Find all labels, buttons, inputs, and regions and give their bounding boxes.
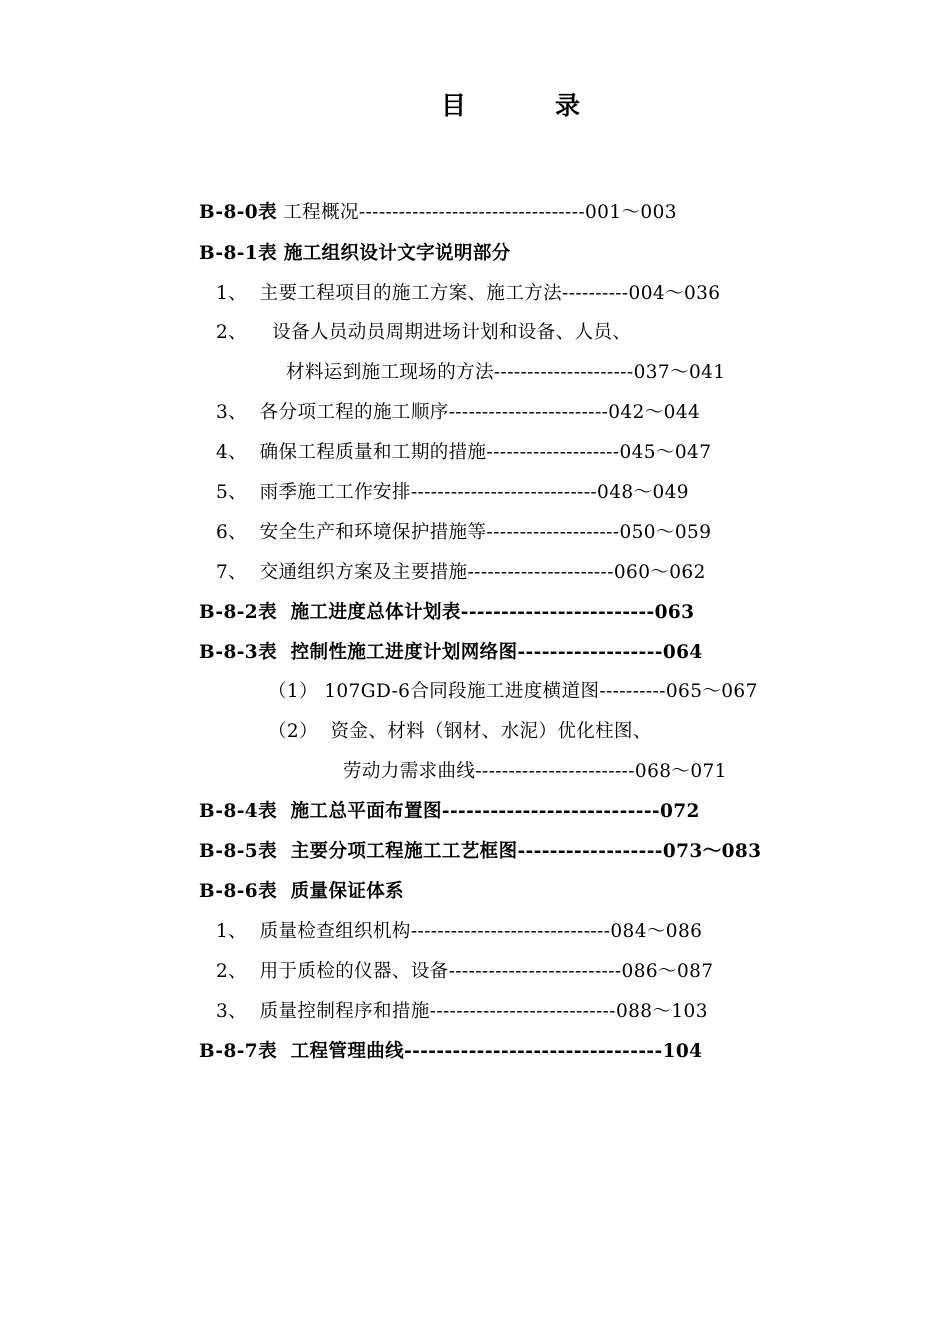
toc-entry-b85[interactable]: B-8-5表 主要分项工程施工工艺框图------------------073～083 <box>199 841 762 862</box>
toc-entry-b81[interactable]: B-8-1表 施工组织设计文字说明部分 <box>199 243 511 264</box>
toc-item-1-6[interactable]: 6、 安全生产和环境保护措施等--------------------050～059 <box>216 522 712 543</box>
toc-item-3-2-line1[interactable]: （2） 资金、材料（钢材、水泥）优化柱图、 <box>268 721 652 742</box>
toc-item-1-2-line1[interactable]: 2、 设备人员动员周期进场计划和设备、人员、 <box>216 322 632 343</box>
toc-item-1-2-line2[interactable]: 材料运到施工现场的方法---------------------037～041 <box>286 362 726 383</box>
toc-item-6-1[interactable]: 1、 质量检查组织机构------------------------------084～086 <box>216 921 703 942</box>
toc-item-1-3[interactable]: 3、 各分项工程的施工顺序------------------------042～044 <box>216 402 701 423</box>
title-char-2: 录 <box>555 91 581 120</box>
page-title <box>0 86 950 126</box>
title-char-1: 目 <box>441 91 467 120</box>
toc-entry-b80-rest: 工程概况----------------------------------001～003 <box>276 202 677 223</box>
toc-entry-b80[interactable] <box>199 200 677 226</box>
toc-item-1-7[interactable]: 7、 交通组织方案及主要措施----------------------060～062 <box>216 562 706 583</box>
toc-item-1-1[interactable]: 1、 主要工程项目的施工方案、施工方法----------004～036 <box>216 283 721 304</box>
toc-item-1-4[interactable]: 4、 确保工程质量和工期的措施--------------------045～047 <box>216 442 712 463</box>
toc-entry-b82[interactable]: B-8-2表 施工进度总体计划表------------------------063 <box>199 602 695 623</box>
toc-entry-b84[interactable]: B-8-4表 施工总平面布置图---------------------------072 <box>199 801 700 822</box>
toc-item-3-2-line2[interactable]: 劳动力需求曲线------------------------068～071 <box>343 761 727 782</box>
toc-entry-b87[interactable]: B-8-7表 工程管理曲线--------------------------------104 <box>199 1041 703 1062</box>
toc-item-6-2[interactable]: 2、 用于质检的仪器、设备--------------------------086～087 <box>216 961 714 982</box>
toc-item-1-5[interactable]: 5、 雨季施工工作安排----------------------------048～049 <box>216 482 689 503</box>
toc-entry-b86[interactable]: B-8-6表 质量保证体系 <box>199 881 405 902</box>
toc-entry-b80-prefix: B-8-0表 <box>199 202 277 223</box>
toc-item-6-3[interactable]: 3、 质量控制程序和措施----------------------------088～103 <box>216 1001 708 1022</box>
toc-entry-b83[interactable]: B-8-3表 控制性施工进度计划网络图------------------064 <box>199 642 703 663</box>
toc-item-3-1[interactable]: （1） 107GD-6合同段施工进度横道图----------065～067 <box>268 681 758 702</box>
